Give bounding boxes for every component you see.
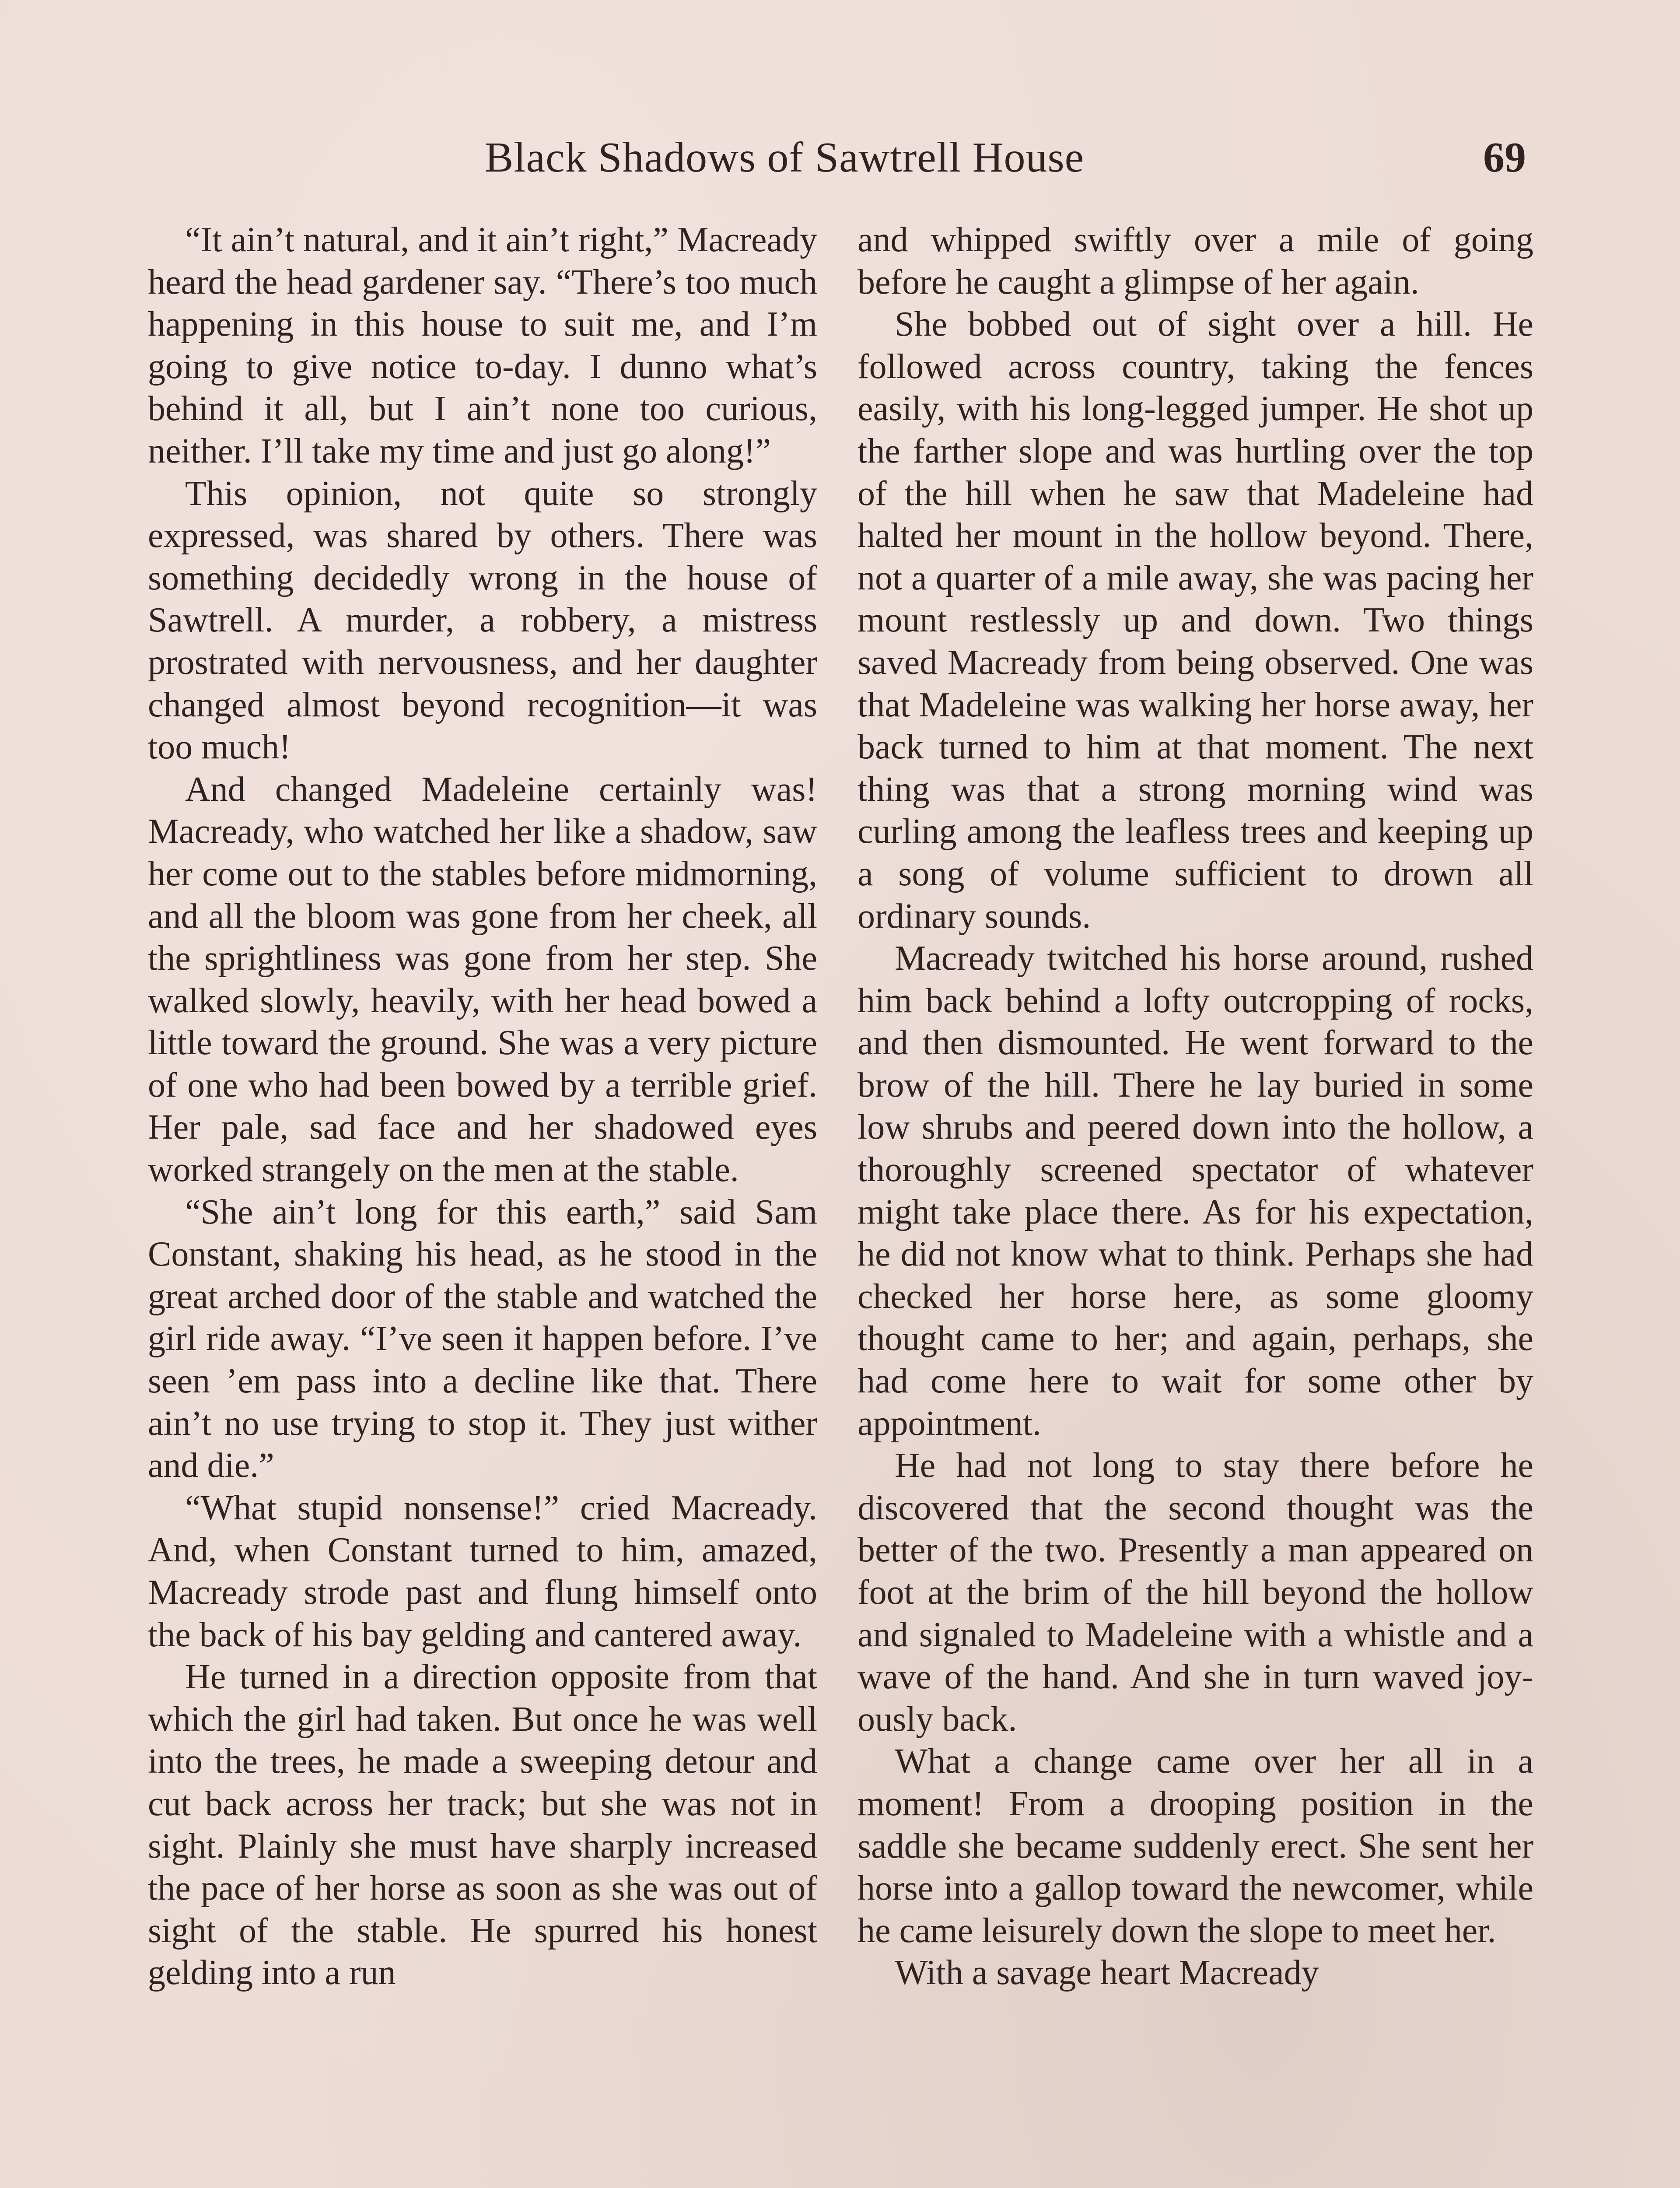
left-column (148, 219, 817, 1994)
paragraph: “It ain’t natural, and it ain’t right,” Macready heard the head gardener say. “There’s too much happening in this house to suit me, and I’m going to give notice to-day. I dunno what’s behind it all, but I ain’t none too curious, neither. I’ll take my time and just go along!” (148, 221, 817, 470)
paragraph: He turned in a direction opposite from that which the girl had taken. But once he was well into the trees, he made a sweeping detour and cut back across her track; but she was not in sight. Plainly she must have sharply increased the pace of her horse as soon as she was out of sight of the stable. He spurred his honest gelding into a run (148, 1658, 817, 1992)
paragraph: With a savage heart Macready (895, 1953, 1319, 1992)
paragraph: This opinion, not quite so strongly expressed, was shared by others. There was something decidedly wrong in the house of Sawtrell. A murder, a robbery, a mistress prostrated with nervousness, and her daughter changed almost beyond recognition—it was too much! (148, 474, 817, 767)
right-column (858, 219, 1533, 1994)
paragraph: She bobbed out of sight over a hill. He followed across country, taking the fences easily, with his long-legged jumper. He shot up the farther slope and was hurtling over the top of the hill when he saw that Madeleine had halted her mount in the hollow beyond. There, not a quarter of a mile away, she was pacing her mount restlessly up and down. Two things saved Macready from being observed. One was that Madeleine was walking her horse away, her back turned to him at that moment. The next thing was that a strong morning wind was curling among the leafless trees and keeping up a song of volume sufficient to drown all ordinary sounds. (858, 305, 1533, 936)
page-number: 69 (1483, 134, 1526, 181)
paragraph: “What stupid nonsense!” cried Macready. And, when Constant turned to him, amazed, Macready strode past and flung himself onto the back of his bay gelding and cantered away. (148, 1488, 817, 1654)
paragraph: What a change came over her all in a moment! From a drooping position in the saddle she became suddenly erect. She sent her horse into a gallop toward the newcomer, while he came leisurely down the slope to meet her. (858, 1742, 1533, 1950)
paragraph: And changed Madeleine certainly was! Macready, who watched her like a shadow, saw her come out to the stables before midmorning, and all the bloom was gone from her cheek, all the sprightliness was gone from her step. She walked slowly, heavily, with her head bowed a little toward the ground. She was a very picture of one who had been bowed by a terrible grief. Her pale, sad face and her shadowed eyes worked strangely on the men at the stable. (148, 770, 817, 1189)
paragraph-continued: and whipped swiftly over a mile of going before he caught a glimpse of her again. (858, 221, 1533, 302)
running-title: Black Shadows of Sawtrell House (485, 134, 1085, 181)
paragraph: He had not long to stay there before he discovered that the second thought was the better of the two. Presently a man appeared on foot at the brim of the hill beyond the hollow and signaled to Madeleine with a whistle and a wave of the hand. And she in turn waved joyously back. (858, 1446, 1533, 1739)
paragraph: “She ain’t long for this earth,” said Sam Constant, shaking his head, as he stood in the great arched door of the stable and watched the girl ride away. “I’ve seen it happen before. I’ve seen ’em pass into a decline like that. There ain’t no use trying to stop it. They just wither and die.” (148, 1192, 817, 1485)
paragraph: Macready twitched his horse around, rushed him back behind a lofty outcropping of rocks, and then dismounted. He went forward to the brow of the hill. There he lay buried in some low shrubs and peered down into the hollow, a thoroughly screened spectator of whatever might take place there. As for his expectation, he did not know what to think. Perhaps she had checked her horse here, as some gloomy thought came to her; and again, perhaps, she had come here to wait for some other by appointment. (858, 939, 1533, 1443)
